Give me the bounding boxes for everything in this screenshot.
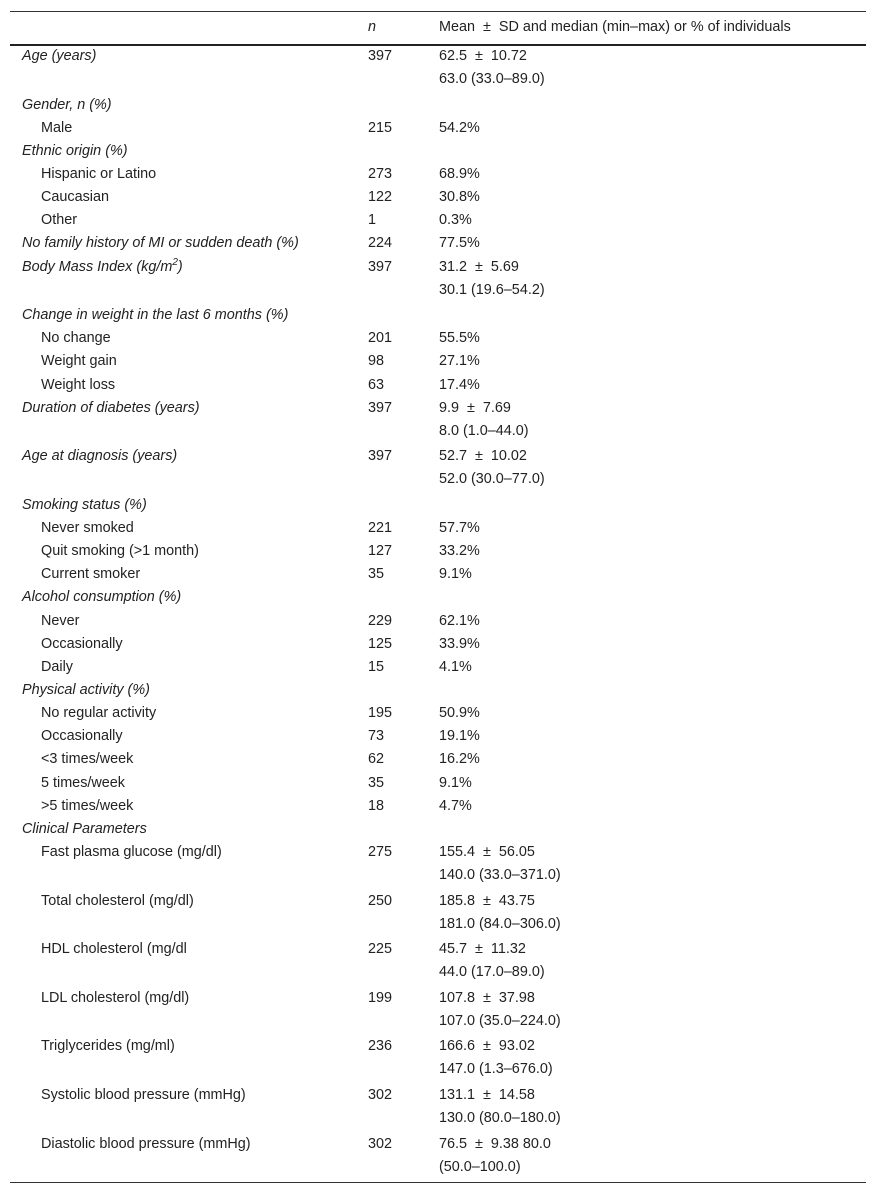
- row-value: 185.8 ± 43.75: [439, 892, 535, 909]
- table-row: [10, 842, 866, 891]
- table-row: [10, 703, 866, 726]
- row-label-text: Never smoked: [41, 520, 134, 537]
- row-value: 131.1 ± 14.58: [439, 1087, 535, 1103]
- row-value: 68.9%: [439, 166, 480, 183]
- table-row: [10, 210, 866, 233]
- row-value: 9.9 ± 7.69: [439, 399, 511, 416]
- row-value: 54.2%: [439, 119, 480, 136]
- row-label: [22, 235, 299, 251]
- row-label: [41, 941, 187, 957]
- row-label-text: Quit smoking (>1 month): [41, 543, 199, 560]
- table-row: [10, 657, 866, 680]
- table-row: [10, 1036, 866, 1085]
- row-median: 44.0 (17.0–89.0): [439, 964, 545, 981]
- row-value: 107.8 ± 37.98: [439, 989, 535, 1006]
- table-row: [10, 257, 866, 306]
- row-label: [41, 613, 79, 629]
- table-row: [10, 611, 866, 634]
- row-label: [22, 143, 128, 159]
- table-row: [10, 939, 866, 988]
- row-n: 397: [368, 48, 393, 64]
- row-median: 147.0 (1.3–676.0): [439, 1061, 553, 1078]
- row-median: 107.0 (35.0–224.0): [439, 1012, 561, 1029]
- row-median: 52.0 (30.0–77.0): [439, 471, 545, 488]
- table-row: [10, 164, 866, 187]
- row-label: [22, 682, 150, 698]
- row-value: 4.1%: [439, 658, 472, 675]
- row-label: [41, 1087, 246, 1103]
- row-label: [41, 166, 156, 182]
- row-value: 55.5%: [439, 330, 480, 347]
- row-median: 181.0 (84.0–306.0): [439, 915, 561, 932]
- row-value: 52.7 ± 10.02: [439, 448, 527, 465]
- table-row: [10, 518, 866, 541]
- header-n: n: [368, 19, 377, 35]
- row-label-text: Change in weight in the last 6 months (%): [22, 307, 289, 324]
- row-n: 224: [368, 235, 393, 252]
- row-value: 16.2%: [439, 751, 480, 768]
- row-label-text: Hispanic or Latino: [41, 166, 157, 183]
- row-label: [41, 189, 109, 205]
- row-n: 229: [368, 612, 393, 629]
- table-row: [10, 773, 866, 796]
- row-label-text: Smoking status (%): [22, 496, 147, 513]
- row-n: 397: [368, 448, 393, 465]
- row-value: 9.1%: [439, 774, 472, 791]
- row-label: [41, 566, 140, 582]
- row-value: 9.1%: [439, 566, 472, 583]
- row-median: 63.0 (33.0–89.0): [439, 71, 545, 87]
- row-value: 30.8%: [439, 189, 480, 206]
- row-n: 63: [368, 376, 385, 393]
- table-row: [10, 118, 866, 141]
- row-label: [22, 821, 147, 837]
- row-n: 199: [368, 989, 393, 1006]
- table-row: [10, 1134, 866, 1183]
- row-label-text: No regular activity: [41, 705, 157, 722]
- row-n: 302: [368, 1087, 393, 1103]
- row-label: [41, 775, 125, 791]
- row-value: 62.1%: [439, 612, 480, 629]
- row-n: 73: [368, 728, 385, 745]
- row-label: [41, 377, 115, 393]
- data-table: [10, 11, 866, 1183]
- row-n: 62: [368, 751, 385, 768]
- row-label-text: Physical activity (%): [22, 682, 150, 699]
- row-value: 77.5%: [439, 235, 480, 252]
- table-row: [10, 95, 866, 118]
- row-label-text: No change: [41, 330, 111, 347]
- table-row: [10, 796, 866, 819]
- row-n: 221: [368, 520, 393, 537]
- row-label-text: Duration of diabetes (years): [22, 399, 200, 416]
- row-label: [41, 330, 111, 346]
- row-n: 125: [368, 635, 393, 652]
- row-n: 195: [368, 705, 393, 722]
- row-label: [41, 728, 123, 744]
- row-label-text: HDL cholesterol (mg/dl: [41, 941, 187, 958]
- row-value: 62.5 ± 10.72: [439, 48, 527, 64]
- row-n: 397: [368, 258, 393, 275]
- table-row: [10, 749, 866, 772]
- row-label-text: Daily: [41, 658, 73, 675]
- table-row: [10, 726, 866, 749]
- row-label-text: Occasionally: [41, 635, 123, 652]
- row-label: [41, 990, 189, 1006]
- table-row: [10, 398, 866, 447]
- row-n: 302: [368, 1135, 393, 1152]
- row-label: [22, 48, 96, 64]
- table-row: [10, 634, 866, 657]
- row-label: [22, 497, 147, 513]
- row-label-text: Weight gain: [41, 353, 117, 370]
- table-row: [10, 46, 866, 95]
- table-row: [10, 375, 866, 398]
- table-row: [10, 495, 866, 518]
- row-label-text: Never: [41, 612, 80, 629]
- row-label-text: Weight loss: [41, 376, 116, 393]
- row-label: [41, 353, 117, 369]
- row-n: 35: [368, 774, 385, 791]
- row-label-text: Male: [41, 119, 73, 136]
- row-label-superscript: 2: [172, 256, 178, 268]
- row-label: [41, 1136, 251, 1152]
- table-row: [10, 328, 866, 351]
- row-label-text: Caucasian: [41, 189, 109, 206]
- table-row: [10, 587, 866, 610]
- table-header: [10, 12, 866, 46]
- row-label: [41, 636, 123, 652]
- row-label: [41, 798, 133, 814]
- row-value: 19.1%: [439, 728, 480, 745]
- row-n: 18: [368, 797, 385, 814]
- row-label-text: Triglycerides (mg/ml): [41, 1038, 175, 1055]
- row-label: [41, 543, 199, 559]
- row-n: 1: [368, 212, 377, 229]
- row-label-text: Age at diagnosis (years): [22, 448, 178, 465]
- table-row: [10, 233, 866, 256]
- row-label-text: Total cholesterol (mg/dl): [41, 892, 194, 909]
- row-n: 275: [368, 844, 393, 861]
- table-row: [10, 187, 866, 210]
- row-value: 27.1%: [439, 353, 480, 370]
- row-value: 45.7 ± 11.32: [439, 941, 526, 958]
- row-median: 30.1 (19.6–54.2): [439, 281, 545, 298]
- row-label: [41, 844, 222, 860]
- row-n: 273: [368, 166, 393, 183]
- row-median: (50.0–100.0): [439, 1158, 521, 1175]
- row-label-text: Systolic blood pressure (mmHg): [41, 1087, 246, 1103]
- row-label-text: Age (years): [22, 48, 97, 64]
- row-label: [22, 307, 288, 323]
- row-n: 225: [368, 941, 393, 958]
- row-label: [22, 97, 112, 113]
- row-label-text: Alcohol consumption (%): [22, 589, 182, 606]
- row-n: 98: [368, 353, 385, 370]
- row-value: 0.3%: [439, 212, 472, 229]
- row-label-text: Current smoker: [41, 566, 141, 583]
- row-n: 122: [368, 189, 393, 206]
- row-label-suffix: ): [177, 258, 183, 275]
- header-value: Mean ± SD and median (min–max) or % of individuals: [439, 19, 791, 35]
- row-value: 50.9%: [439, 705, 480, 722]
- row-label: [41, 751, 133, 767]
- row-label-text: Gender, n (%): [22, 96, 112, 113]
- row-label: [22, 256, 183, 275]
- row-n: 35: [368, 566, 385, 583]
- table-row: [10, 1085, 866, 1134]
- table-row: [10, 351, 866, 374]
- row-n: 201: [368, 330, 393, 347]
- row-value: 4.7%: [439, 797, 472, 814]
- row-label: [22, 448, 177, 464]
- row-value: 155.4 ± 56.05: [439, 844, 535, 861]
- table-row: [10, 305, 866, 328]
- row-n: 215: [368, 119, 393, 136]
- row-label-text: No family history of MI or sudden death (%): [22, 235, 299, 252]
- row-median: 130.0 (80.0–180.0): [439, 1110, 561, 1126]
- table-row: [10, 446, 866, 495]
- row-value: 17.4%: [439, 376, 480, 393]
- row-n: 15: [368, 658, 385, 675]
- row-label-text: LDL cholesterol (mg/dl): [41, 989, 190, 1006]
- row-label: [22, 400, 200, 416]
- row-label-text: Body Mass Index (kg/m: [22, 258, 173, 275]
- row-value: 31.2 ± 5.69: [439, 258, 519, 275]
- row-label-text: <3 times/week: [41, 751, 134, 768]
- row-label-text: Fast plasma glucose (mg/dl): [41, 844, 222, 861]
- row-label: [41, 212, 77, 228]
- row-n: 397: [368, 399, 393, 416]
- row-label: [41, 705, 156, 721]
- row-label: [41, 1038, 175, 1054]
- table-body: [10, 46, 866, 1182]
- row-label-text: >5 times/week: [41, 797, 134, 814]
- row-label-text: Diastolic blood pressure (mmHg): [41, 1135, 251, 1152]
- row-label-text: Clinical Parameters: [22, 820, 147, 837]
- row-label: [41, 520, 134, 536]
- table-row: [10, 141, 866, 164]
- row-value: 57.7%: [439, 520, 480, 537]
- row-label: [41, 659, 73, 675]
- row-label: [22, 589, 181, 605]
- row-n: 250: [368, 892, 393, 909]
- row-median: 8.0 (1.0–44.0): [439, 422, 529, 439]
- row-value: 33.9%: [439, 635, 480, 652]
- table-row: [10, 680, 866, 703]
- row-label-text: Ethnic origin (%): [22, 142, 128, 159]
- row-value: 76.5 ± 9.38 80.0: [439, 1135, 551, 1152]
- row-median: 140.0 (33.0–371.0): [439, 867, 561, 884]
- row-label: [41, 120, 72, 136]
- table-row: [10, 564, 866, 587]
- row-n: 127: [368, 543, 393, 560]
- table-row: [10, 819, 866, 842]
- row-label: [41, 893, 194, 909]
- row-value: 166.6 ± 93.02: [439, 1038, 535, 1055]
- row-label-text: Other: [41, 212, 77, 229]
- row-n: 236: [368, 1038, 393, 1055]
- table-row: [10, 541, 866, 564]
- row-value: 33.2%: [439, 543, 480, 560]
- row-label-text: 5 times/week: [41, 774, 125, 791]
- table-row: [10, 988, 866, 1037]
- row-label-text: Occasionally: [41, 728, 123, 745]
- table-row: [10, 891, 866, 940]
